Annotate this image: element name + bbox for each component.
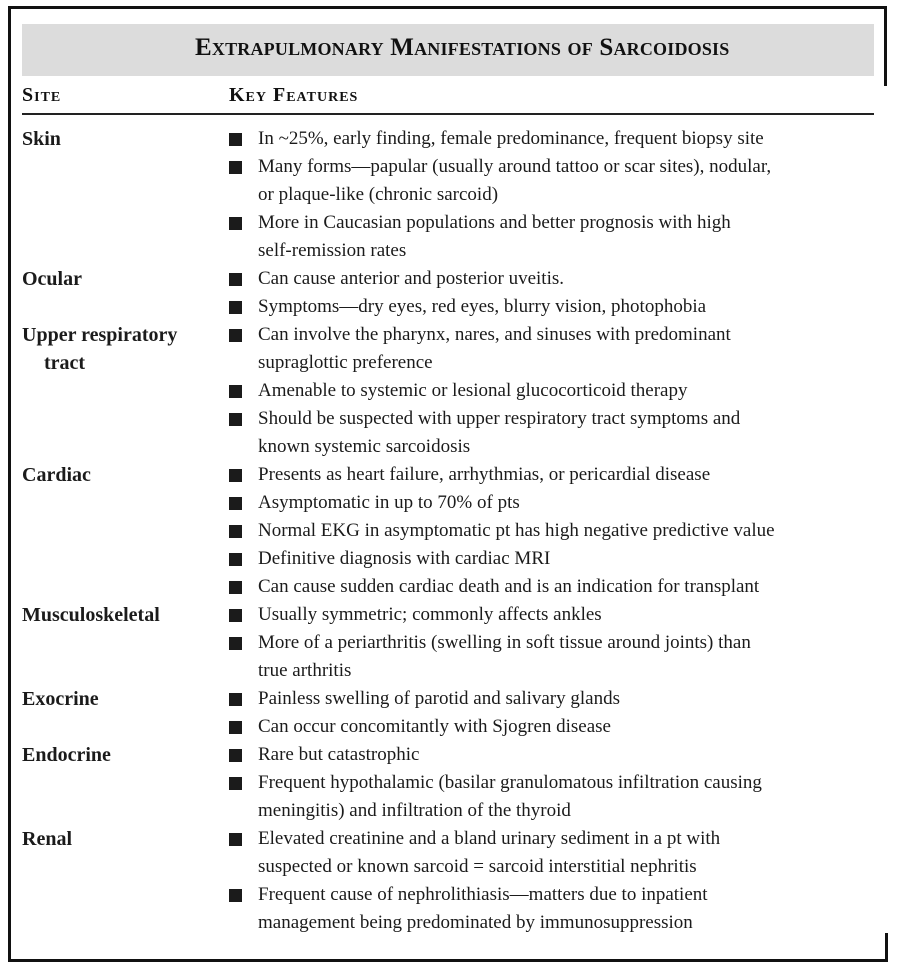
feature-text: Frequent cause of nephrolithiasis—matters due to inpatient management being predominated by immunosuppression: [258, 884, 708, 933]
column-header-key-features: Key Features: [229, 84, 359, 106]
frame-right-border-top: [884, 6, 887, 86]
square-bullet-icon: [229, 889, 242, 902]
key-features-list: [229, 125, 882, 265]
feature-text: Many forms—papular (usually around tattoo or scar sites), nodular, or plaque-like (chronic sarcoid): [258, 156, 772, 205]
square-bullet-icon: [229, 581, 242, 594]
feature-text: Can cause anterior and posterior uveitis.: [258, 268, 565, 289]
feature-text: Can cause sudden cardiac death and is an indication for transplant: [258, 576, 760, 597]
feature-text: More in Caucasian populations and better prognosis with high self-remission rates: [258, 212, 731, 261]
key-features-list: [229, 741, 882, 825]
feature-item: [229, 321, 882, 377]
feature-text: More of a periarthritis (swelling in soft tissue around joints) than true arthritis: [258, 632, 751, 681]
feature-item: [229, 629, 882, 685]
site-cell: [22, 265, 229, 321]
site-label: Skin: [22, 128, 61, 150]
key-features-list: [229, 265, 882, 321]
feature-item: [229, 461, 882, 489]
table-body: [22, 125, 882, 937]
feature-text: Can occur concomitantly with Sjogren disease: [258, 716, 611, 737]
square-bullet-icon: [229, 553, 242, 566]
key-features-list: [229, 685, 882, 741]
table-row: [22, 825, 882, 937]
square-bullet-icon: [229, 721, 242, 734]
table-row: [22, 321, 882, 461]
feature-item: [229, 209, 882, 265]
site-label: Musculoskeletal: [22, 604, 160, 626]
square-bullet-icon: [229, 609, 242, 622]
site-cell: [22, 321, 229, 461]
frame-bottom-border: [8, 959, 888, 962]
feature-item: [229, 769, 882, 825]
feature-text: Normal EKG in asymptomatic pt has high negative predictive value: [258, 520, 775, 541]
square-bullet-icon: [229, 637, 242, 650]
header-rule: [22, 113, 874, 115]
table-row: [22, 265, 882, 321]
feature-text: Usually symmetric; commonly affects ankles: [258, 604, 602, 625]
feature-text: Presents as heart failure, arrhythmias, or pericardial disease: [258, 464, 711, 485]
table-row: [22, 601, 882, 685]
square-bullet-icon: [229, 833, 242, 846]
feature-item: [229, 153, 882, 209]
square-bullet-icon: [229, 273, 242, 286]
site-cell: [22, 461, 229, 601]
key-features-list: [229, 461, 882, 601]
table-title: Extrapulmonary Manifestations of Sarcoidosis: [195, 34, 730, 61]
square-bullet-icon: [229, 777, 242, 790]
square-bullet-icon: [229, 469, 242, 482]
square-bullet-icon: [229, 413, 242, 426]
feature-item: [229, 825, 882, 881]
table-row: [22, 741, 882, 825]
feature-item: [229, 685, 882, 713]
feature-text: In ~25%, early finding, female predominance, frequent biopsy site: [258, 128, 764, 149]
table-row: [22, 685, 882, 741]
site-label: Renal: [22, 828, 72, 850]
site-label: Endocrine: [22, 744, 111, 766]
feature-text: Should be suspected with upper respiratory tract symptoms and known systemic sarcoidosis: [258, 408, 741, 457]
square-bullet-icon: [229, 497, 242, 510]
key-features-list: [229, 321, 882, 461]
feature-text: Painless swelling of parotid and salivary glands: [258, 688, 620, 709]
feature-text: Amenable to systemic or lesional glucocorticoid therapy: [258, 380, 688, 401]
site-cell: [22, 825, 229, 937]
site-label: Upper respiratory: [22, 324, 178, 346]
feature-item: [229, 265, 882, 293]
frame-right-border-bottom: [885, 933, 888, 962]
feature-text: Rare but catastrophic: [258, 744, 420, 765]
square-bullet-icon: [229, 301, 242, 314]
square-bullet-icon: [229, 161, 242, 174]
feature-item: [229, 713, 882, 741]
square-bullet-icon: [229, 693, 242, 706]
feature-item: [229, 545, 882, 573]
feature-text: Elevated creatinine and a bland urinary sediment in a pt with suspected or known sarcoid = sarcoid interstitial nephritis: [258, 828, 721, 877]
feature-item: [229, 881, 882, 937]
feature-text: Definitive diagnosis with cardiac MRI: [258, 548, 551, 569]
site-label: tract: [44, 352, 86, 374]
feature-item: [229, 601, 882, 629]
table-row: [22, 461, 882, 601]
feature-item: [229, 489, 882, 517]
frame-top-border: [8, 6, 885, 9]
key-features-list: [229, 825, 882, 937]
square-bullet-icon: [229, 525, 242, 538]
square-bullet-icon: [229, 217, 242, 230]
site-cell: [22, 601, 229, 685]
feature-item: [229, 293, 882, 321]
feature-text: Frequent hypothalamic (basilar granulomatous infiltration causing meningitis) and infiltration of the thyroid: [258, 772, 762, 821]
site-label: Ocular: [22, 268, 82, 290]
feature-item: [229, 125, 882, 153]
site-cell: [22, 741, 229, 825]
site-cell: [22, 125, 229, 265]
column-header-site: Site: [22, 84, 62, 106]
feature-item: [229, 741, 882, 769]
key-features-list: [229, 601, 882, 685]
square-bullet-icon: [229, 385, 242, 398]
feature-item: [229, 377, 882, 405]
feature-item: [229, 405, 882, 461]
feature-item: [229, 573, 882, 601]
site-label: Exocrine: [22, 688, 99, 710]
square-bullet-icon: [229, 133, 242, 146]
frame-left-border: [8, 6, 11, 961]
feature-text: Asymptomatic in up to 70% of pts: [258, 492, 520, 513]
site-cell: [22, 685, 229, 741]
site-label: Cardiac: [22, 464, 91, 486]
feature-text: Symptoms—dry eyes, red eyes, blurry vision, photophobia: [258, 296, 707, 317]
square-bullet-icon: [229, 749, 242, 762]
square-bullet-icon: [229, 329, 242, 342]
table-row: [22, 125, 882, 265]
feature-text: Can involve the pharynx, nares, and sinuses with predominant supraglottic preference: [258, 324, 731, 373]
feature-item: [229, 517, 882, 545]
